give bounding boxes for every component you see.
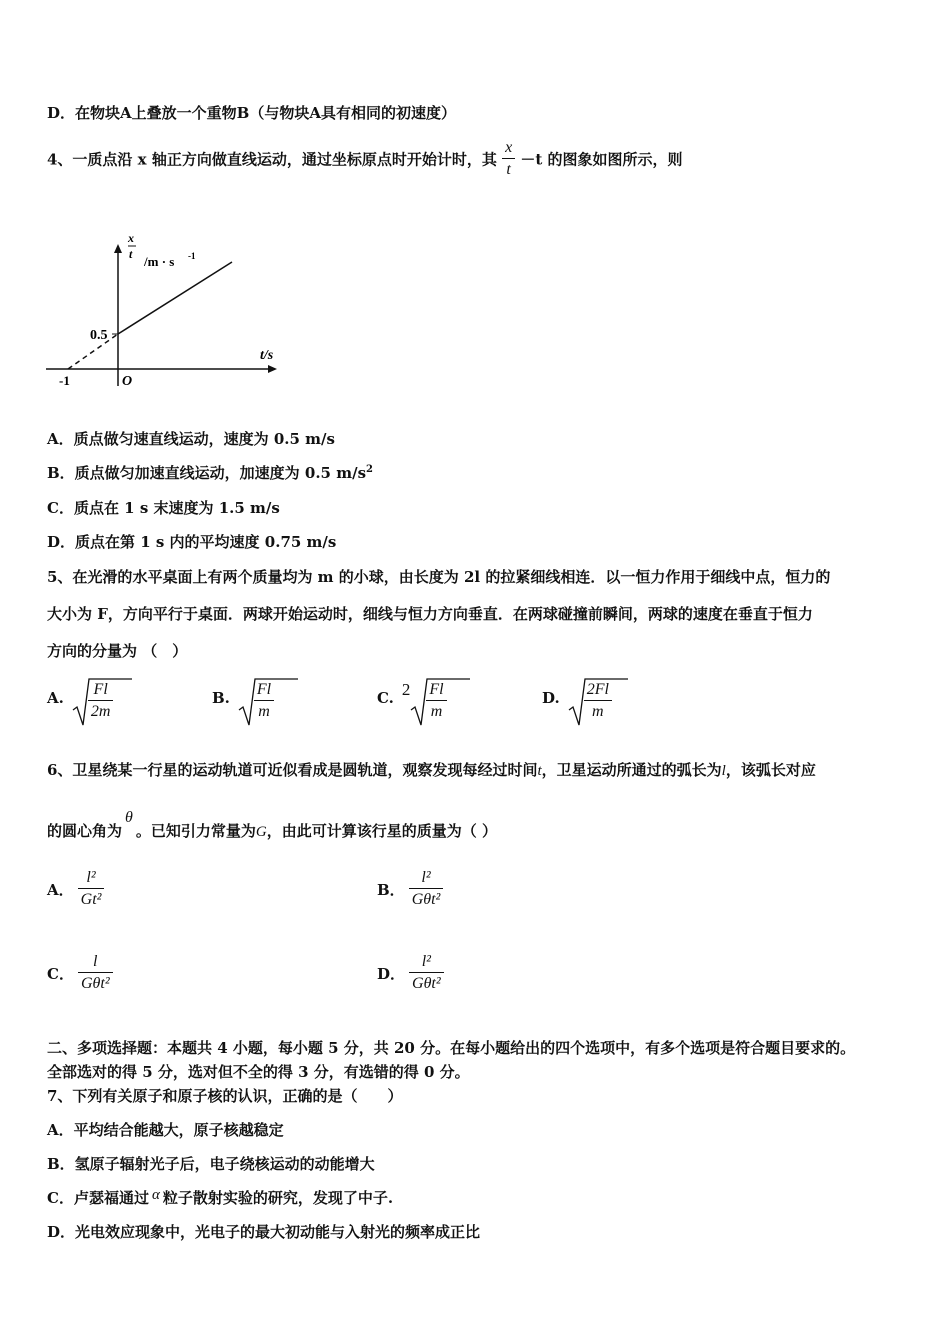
q7-option-b: B．氢原子辐射光子后，电子绕核运动的动能增大 [47, 1155, 375, 1173]
q6-option-label: C． [47, 964, 74, 983]
q6-option-fraction [78, 870, 105, 908]
q4-graph-svg [44, 228, 284, 393]
q7-option-c [47, 1187, 393, 1208]
radical-sign-icon [568, 676, 628, 728]
q4-frac-num: x [502, 140, 515, 159]
q6-option-d [377, 954, 444, 992]
q4-stem-prefix: 4、一质点沿 x 轴正方向做直线运动，通过坐标原点时开始计时，其 [47, 150, 497, 169]
data-line [118, 262, 232, 334]
q4-option-b [47, 462, 373, 483]
q5-frac-den: m [592, 703, 604, 720]
q6-line1-b: ，卫星运动所通过的弧长为 [541, 761, 722, 779]
q5-option-label: B. [212, 689, 230, 707]
q6-line2-c: ，由此可计算该行星的质量为（ ） [266, 822, 497, 840]
q6-stem-line2 [47, 809, 497, 841]
q6-frac-den: Gθt² [80, 975, 110, 992]
sqrt-radical [568, 676, 612, 720]
radical-sign-icon [238, 676, 298, 728]
q6-option-b [377, 870, 443, 908]
radical-sign-icon [72, 676, 132, 728]
q6-option-a [47, 870, 104, 908]
q5-frac-num: Fl [426, 682, 446, 701]
q5-stem-line2: 大小为 F，方向平行于桌面．两球开始运动时，细线与恒力方向垂直．在两球碰撞前瞬间，两球的速度在垂直于恒力 [47, 605, 813, 623]
q5-frac-den: m [258, 703, 270, 720]
q4-option-a: A．质点做匀速直线运动，速度为 0.5 m/s [47, 430, 335, 448]
q4-stem-suffix: －t 的图象如图所示，则 [520, 150, 683, 169]
q6-option-fraction [409, 954, 444, 992]
q7-stem: 7、下列有关原子和原子核的认识，正确的是（ ） [47, 1087, 403, 1105]
y-label-den: t [129, 247, 133, 261]
q5-stem-line3: 方向的分量为 （ ） [47, 642, 188, 660]
sqrt-radical [72, 676, 114, 720]
q5-option-c [377, 676, 447, 720]
q6-var-theta: θ [125, 809, 133, 826]
q4-option-b-exp: 2 [366, 464, 373, 475]
q6-option-c [47, 954, 113, 992]
q5-option-a [47, 676, 113, 720]
section2-line2: 全部选对的得 5 分，选对但不全的得 3 分，有选错的得 0 分。 [47, 1063, 470, 1081]
q5-option-label: D. [542, 689, 560, 707]
q6-frac-den: Gθt² [412, 975, 441, 992]
q5-frac-den: m [430, 703, 443, 720]
q5-option-label: C. [377, 689, 394, 707]
q4-option-d: D．质点在第 1 s 内的平均速度 0.75 m/s [47, 533, 337, 551]
y-axis-arrow [114, 244, 122, 253]
radical-sign-icon [410, 676, 470, 728]
q6-line2-b: 。已知引力常量为 [135, 822, 256, 840]
q5-frac-den: 2m [90, 703, 111, 720]
q6-option-fraction [78, 954, 113, 992]
q4-option-c: C．质点在 1 s 末速度为 1.5 m/s [47, 499, 280, 517]
y-unit: /m · s [144, 254, 175, 269]
q4-stem [47, 140, 683, 178]
section2-line1: 二、多项选择题：本题共 4 小题，每小题 5 分，共 20 分。在每小题给出的四个选项中，有多个选项是符合题目要求的。 [47, 1039, 856, 1057]
q7-option-c-a: C．卢瑟福通过 [47, 1189, 149, 1207]
q5-frac-num: Fl [88, 682, 114, 701]
q6-frac-den: Gt² [80, 891, 102, 908]
q5-option-label: A. [47, 689, 64, 707]
intercept-label: 0.5 [90, 328, 108, 343]
q6-option-label: A． [47, 880, 74, 899]
q6-line1-c: ，该弧长对应 [725, 761, 816, 779]
sqrt-radical [410, 676, 446, 720]
y-unit-exp: -1 [188, 251, 196, 261]
neg-label: -1 [59, 373, 70, 388]
q6-frac-den: Gθt² [411, 891, 441, 908]
q6-frac-num: l [78, 954, 113, 973]
q6-frac-num: l² [78, 870, 105, 889]
q6-stem-line1 [47, 759, 816, 780]
q3-option-d: D．在物块A上叠放一个重物B（与物块A具有相同的初速度） [47, 104, 456, 122]
q5-option-b [212, 676, 274, 720]
q6-var-g: G [255, 824, 267, 840]
q5-stem-line1: 5、在光滑的水平桌面上有两个质量均为 m 的小球，由长度为 2l 的拉紧细线相连．以一恒力作用于细线中点，恒力的 [47, 568, 831, 586]
q6-option-label: B． [377, 880, 405, 899]
q7-var-alpha: α [151, 1187, 160, 1203]
q4-stem-fraction [502, 140, 515, 178]
sqrt-radical [238, 676, 274, 720]
q6-frac-num: l² [409, 870, 444, 889]
q6-var-t: t [537, 763, 542, 779]
q4-graph [44, 228, 284, 397]
q5-frac-num: Fl [254, 682, 274, 701]
q5-option-coef: 2 [401, 680, 411, 699]
q6-line2-a: 的圆心角为 [47, 822, 123, 840]
x-label: t/s [260, 348, 274, 363]
q6-frac-num: l² [409, 954, 444, 973]
q6-option-fraction [409, 870, 444, 908]
q7-option-c-b: 粒子散射实验的研究，发现了中子. [162, 1189, 394, 1207]
q6-var-l: l [721, 763, 726, 779]
y-label-num: x [128, 231, 134, 245]
q4-frac-den: t [506, 161, 511, 178]
q7-option-a: A．平均结合能越大，原子核越稳定 [47, 1121, 284, 1139]
q5-frac-num: 2Fl [584, 682, 612, 701]
q6-option-label: D． [377, 964, 406, 983]
q6-line1-a: 6、卫星绕某一行星的运动轨道可近似看成是圆轨道，观察发现每经过时间 [47, 761, 538, 779]
q7-option-d: D．光电效应现象中，光电子的最大初动能与入射光的频率成正比 [47, 1223, 481, 1241]
x-axis-arrow [268, 365, 277, 373]
origin-label: O [122, 374, 133, 389]
q4-option-b-text: B．质点做匀加速直线运动，加速度为 0.5 m/s [47, 464, 367, 482]
q5-option-d [542, 676, 612, 720]
